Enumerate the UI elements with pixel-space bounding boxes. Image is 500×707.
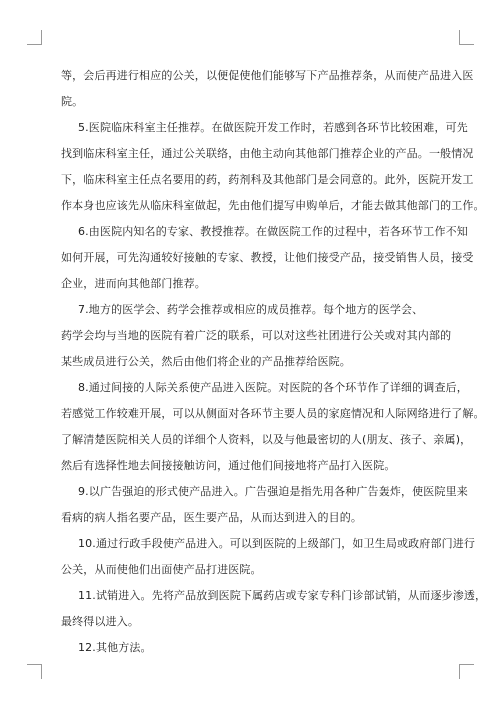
paragraph-12-start: 12.其他方法。 bbox=[78, 641, 152, 654]
crop-mark-bottom-right bbox=[459, 664, 474, 679]
text-line: 然后有选择性地去间接接触访问，通过他们间接地将产品打入医院。 bbox=[61, 459, 396, 472]
text-line: 如何开展，可先沟通较好接触的专家、教授，让他们接受产品，接受销售人员，接受 bbox=[61, 251, 474, 264]
text-line: 看病的病人指名要产品，医生要产品，从而达到进入的目的。 bbox=[61, 511, 363, 524]
crop-mark-top-left bbox=[27, 30, 42, 45]
paragraph-7-start: 7.地方的医学会、药学会推荐或相应的成员推荐。每个地方的医学会、 bbox=[78, 303, 424, 316]
text-line: 院。 bbox=[61, 95, 84, 108]
paragraph-9-start: 9.以广告强迫的形式使产品进入。广告强迫是指先用各种广告轰炸，使医院里来 bbox=[78, 485, 468, 498]
text-line: 了解清楚医院相关人员的详细个人资料，以及与他最密切的人(朋友、孩子、亲属)， bbox=[61, 433, 472, 446]
text-line: 等，会后再进行相应的公关，以便促使他们能够写下产品推荐条，从而使产品进入医 bbox=[61, 69, 474, 82]
crop-mark-top-right bbox=[459, 30, 474, 45]
paragraph-6-start: 6.由医院内知名的专家、教授推荐。在做医院工作的过程中，若各环节工作不知 bbox=[78, 225, 468, 238]
text-line: 若感觉工作较难开展，可以从侧面对各环节主要人员的家庭情况和人际网络进行了解。 bbox=[61, 407, 485, 420]
paragraph-11-start: 11.试销进入。先将产品放到医院下属药店或专家专科门诊部试销，从而逐步渗透， bbox=[78, 589, 487, 602]
crop-mark-bottom-left bbox=[27, 664, 42, 679]
paragraph-5-start: 5.医院临床科室主任推荐。在做医院开发工作时，若感到各环节比较困难，可先 bbox=[78, 121, 468, 134]
paragraph-8-start: 8.通过间接的人际关系使产品进入医院。对医院的各个环节作了详细的调查后， bbox=[78, 381, 468, 394]
text-line: 公关，从而使他们出面使产品打进医院。 bbox=[61, 563, 262, 576]
text-line: 药学会均与当地的医院有着广泛的联系，可以对这些社团进行公关或对其内部的 bbox=[61, 329, 452, 342]
paragraph-10-start: 10.通过行政手段使产品进入。可以到医院的上级部门，如卫生局或政府部门进行 bbox=[78, 537, 476, 550]
text-line: 某些成员进行公关，然后由他们将企业的产品推荐给医院。 bbox=[61, 355, 351, 368]
text-line: 找到临床科室主任，通过公关联络，由他主动向其他部门推荐企业的产品。一般情况 bbox=[61, 147, 474, 160]
text-line: 企业，进而向其他部门推荐。 bbox=[61, 277, 206, 290]
text-line: 最终得以进入。 bbox=[61, 615, 140, 628]
text-line: 下，临床科室主任点名要用的药，药剂科及其他部门是会同意的。此外，医院开发工 bbox=[61, 173, 474, 186]
text-line: 作本身也应该先从临床科室做起，先由他们提写申购单后，才能去做其他部门的工作。 bbox=[61, 199, 485, 212]
